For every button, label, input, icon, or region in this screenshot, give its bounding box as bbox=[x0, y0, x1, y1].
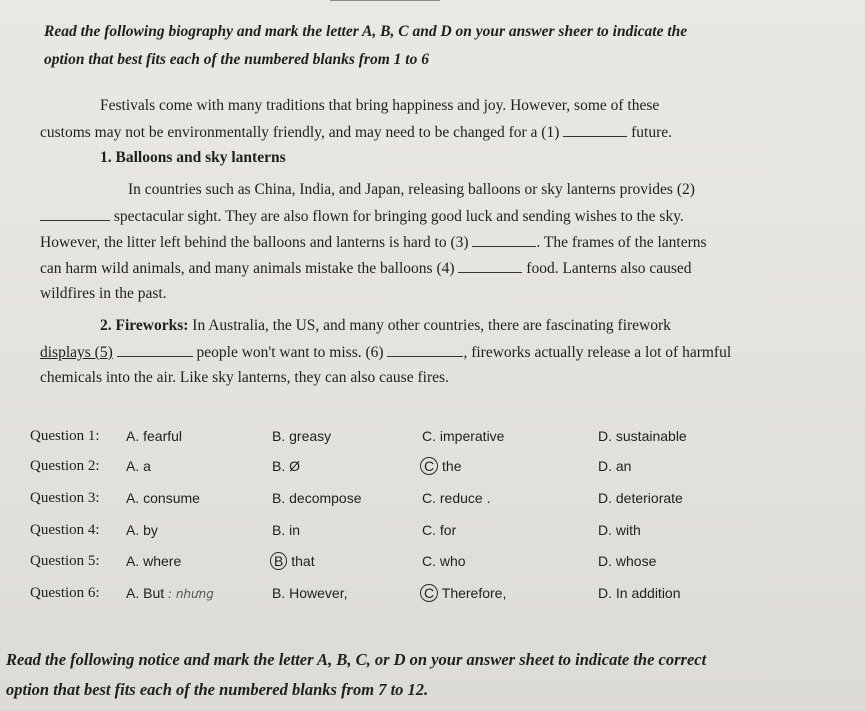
option-b: B. However, bbox=[272, 585, 348, 601]
passage-line bbox=[40, 122, 672, 143]
passage-text: . The frames of the lanterns bbox=[536, 234, 707, 251]
passage-line: chemicals into the air. Like sky lanterns, they can also cause fires. bbox=[40, 369, 449, 386]
option-c: C. for bbox=[422, 522, 457, 538]
passage-text: future. bbox=[631, 124, 673, 141]
instruction-line-2: option that best fits each of the numbered blanks from 1 to 6 bbox=[44, 51, 429, 68]
passage-text: can harm wild animals, and many animals mistake the balloons (4) bbox=[40, 260, 455, 277]
option-d: D. sustainable bbox=[598, 428, 687, 444]
passage-line bbox=[40, 342, 731, 363]
option-c bbox=[424, 583, 506, 603]
blank-5 bbox=[117, 342, 193, 357]
section-heading-balloons: 1. Balloons and sky lanterns bbox=[100, 149, 286, 166]
question-label: Question 1: bbox=[30, 428, 100, 444]
circled-answer-mark: B bbox=[270, 552, 287, 570]
option-a: A. a bbox=[126, 458, 151, 474]
option-b: B. decompose bbox=[272, 490, 362, 506]
option-d: D. In addition bbox=[598, 585, 681, 601]
passage-line bbox=[40, 258, 692, 279]
option-d: D. an bbox=[598, 458, 632, 474]
circled-answer-mark: C bbox=[420, 457, 438, 475]
option-c: C. imperative bbox=[422, 428, 505, 444]
instruction-line-1: Read the following biography and mark the letter A, B, C and D on your answer sheer to indicate the bbox=[44, 23, 688, 40]
passage-text: spectacular sight. They are also flown for bringing good luck and sending wishes to the sky. bbox=[113, 208, 684, 225]
passage-text: However, the litter left behind the balloons and lanterns is hard to (3) bbox=[40, 234, 469, 251]
option-a: A. consume bbox=[126, 490, 200, 506]
blank-3 bbox=[472, 232, 536, 247]
passage-line bbox=[100, 316, 671, 336]
circled-answer-mark: C bbox=[420, 584, 438, 602]
instruction2-line-1: Read the following notice and mark the letter A, B, C, or D on your answer sheet to indicate the correct bbox=[6, 650, 707, 669]
option-b: B. in bbox=[272, 522, 301, 538]
question-label: Question 6: bbox=[30, 585, 100, 601]
option-a bbox=[126, 583, 214, 604]
passage-line: In countries such as China, India, and Japan, releasing balloons or sky lanterns provides (2) bbox=[128, 181, 695, 198]
option-d: D. with bbox=[598, 522, 641, 538]
handwritten-note-text: nhưng bbox=[175, 587, 214, 601]
passage-text: people won't want to miss. (6) bbox=[196, 344, 384, 361]
option-a: A. by bbox=[126, 522, 158, 538]
blank-4 bbox=[458, 258, 522, 273]
blank-2 bbox=[40, 206, 110, 221]
passage-text: food. Lanterns also caused bbox=[526, 260, 692, 277]
option-a-text: A. But bbox=[126, 585, 165, 601]
option-b: B. Ø bbox=[272, 458, 301, 474]
passage-text: In Australia, the US, and many other countries, there are fascinating firework bbox=[188, 317, 671, 334]
blank-6 bbox=[387, 342, 463, 357]
passage-text: , fireworks actually release a lot of harmful bbox=[463, 344, 732, 361]
option-a: A. where bbox=[126, 553, 182, 569]
option-b: B. greasy bbox=[272, 428, 332, 444]
passage-line bbox=[40, 232, 707, 253]
option-d: D. deteriorate bbox=[598, 490, 683, 506]
blank-1 bbox=[563, 122, 627, 137]
handwritten-note: : nhưng bbox=[164, 587, 214, 601]
passage-line: wildfires in the past. bbox=[40, 285, 167, 302]
passage-line: Festivals come with many traditions that bring happiness and joy. However, some of these bbox=[100, 97, 660, 114]
option-b-text: that bbox=[291, 553, 315, 569]
question-label: Question 3: bbox=[30, 490, 100, 506]
section-heading-fireworks: 2. Fireworks: bbox=[100, 317, 189, 334]
option-c-text: the bbox=[442, 458, 462, 474]
option-c: C. who bbox=[422, 553, 466, 569]
option-c-text: Therefore, bbox=[441, 585, 507, 601]
option-a: A. fearful bbox=[126, 428, 183, 444]
option-c bbox=[424, 456, 461, 476]
option-d: D. whose bbox=[598, 553, 657, 569]
passage-text: customs may not be environmentally friendly, and may need to be changed for a (1) bbox=[40, 124, 560, 141]
option-c: C. reduce . bbox=[422, 490, 491, 506]
passage-line bbox=[40, 206, 684, 227]
instruction2-line-2: option that best fits each of the numbered blanks from 7 to 12. bbox=[6, 680, 429, 699]
top-edge-mark bbox=[330, 0, 440, 7]
question-label: Question 4: bbox=[30, 522, 100, 538]
passage-text: displays (5) bbox=[40, 344, 113, 361]
question-label: Question 5: bbox=[30, 553, 100, 569]
option-b bbox=[274, 551, 315, 571]
question-label: Question 2: bbox=[30, 458, 100, 474]
